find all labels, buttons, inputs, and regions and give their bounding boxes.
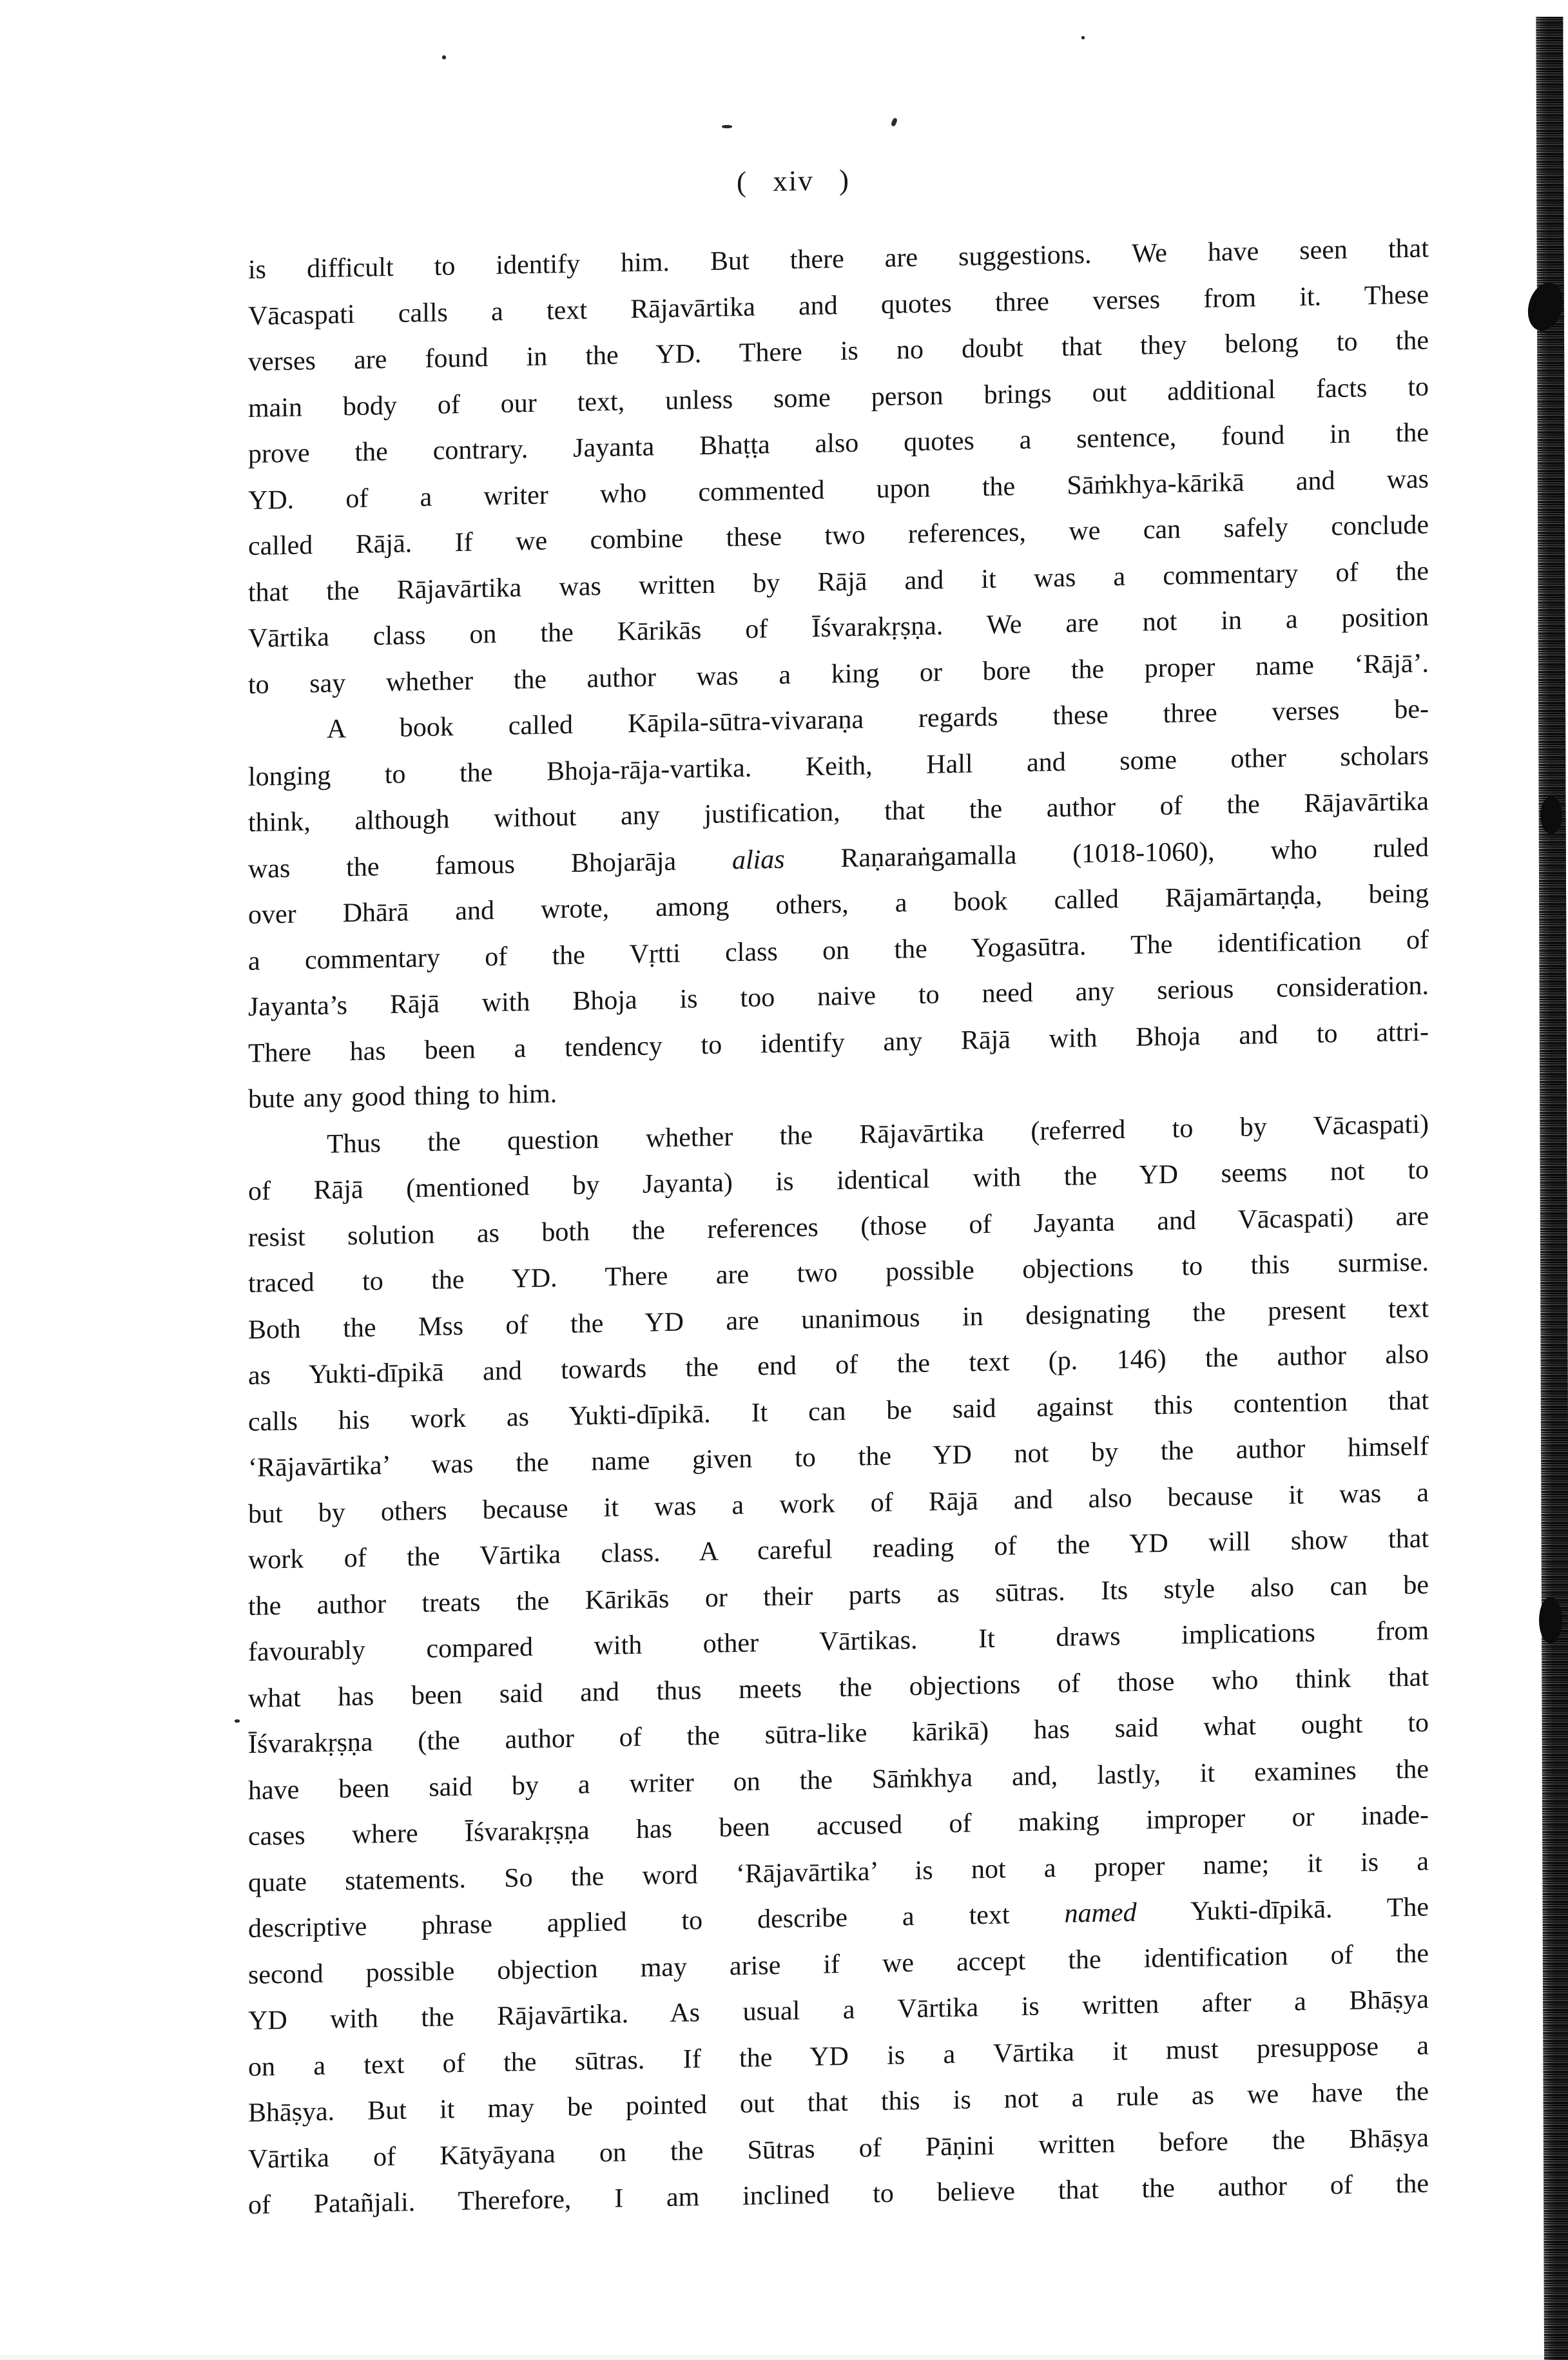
text-line: what has been said and thus meets the objections of those who think that (248, 1661, 1429, 1714)
book-edge-shadow (1536, 17, 1568, 2360)
scan-ink-blob (1539, 1597, 1562, 1643)
text-line: called Rājā. If we combine these two references, we can safely conclude (248, 510, 1429, 561)
text-line: A book called Kāpila-sūtra-vivaraṇa regards these three verses be- (327, 694, 1429, 744)
text-line: Īśvarakṛṣṇa (the author of the sūtra-like kārikā) has said what ought to (248, 1708, 1429, 1759)
scan-ink-blob (1540, 797, 1562, 834)
text-line: resist solution as both the references (those of Jayanta and Vācaspati) are (248, 1201, 1429, 1253)
text-line: is difficult to identify him. But there are suggestions. We have seen that (248, 233, 1429, 285)
text-line: descriptive phrase applied to describe a text named Yukti-dīpikā. The (248, 1892, 1429, 1944)
text-line: longing to the Bhoja-rāja-vartika. Keith, Hall and some other scholars (248, 740, 1429, 792)
text-line: to say whether the author was a king or bore the proper name ‘Rājā’. (248, 648, 1429, 700)
text-line: over Dhārā and wrote, among others, a book called Rājamārtaṇḍa, being (248, 878, 1429, 930)
text-line: cases where Īśvarakṛṣṇa has been accused of making improper or inade- (248, 1800, 1429, 1852)
text-line: quate statements. So the word ‘Rājavārtika’ is not a proper name; it is a (248, 1846, 1429, 1898)
scan-speck (235, 1719, 240, 1723)
scan-speck (891, 117, 898, 127)
text-line: YD. of a writer who commented upon the Sāṁkhya-kārikā and was (248, 463, 1429, 516)
text-line: prove the contrary. Jayanta Bhaṭṭa also quotes a sentence, found in the (248, 418, 1429, 469)
text-line: on a text of the sūtras. If the YD is a Vārtika it must presuppose a (248, 2030, 1429, 2082)
text-line: but by others because it was a work of Rājā and also because it was a (248, 1477, 1429, 1529)
text-line: favourably compared with other Vārtikas. It draws implications from (248, 1616, 1429, 1667)
text-line: calls his work as Yukti-dīpikā. It can be said against this contention that (248, 1385, 1429, 1437)
text-line: Vārtika class on the Kārikās of Īśvarakṛṣṇa. We are not in a position (248, 602, 1429, 653)
text-line: verses are found in the YD. There is no doubt that they belong to the (248, 325, 1429, 377)
text-line: Thus the question whether the Rājavārtika (referred to by Vācaspati) (327, 1108, 1429, 1159)
scan-speck (1081, 36, 1085, 39)
text-line: was the famous Bhojarāja alias Raṇaraṅgamalla (1018-1060), who ruled (248, 832, 1429, 884)
page-number: ( xiv ) (737, 163, 850, 198)
text-line: bute any good thing to him. (248, 1079, 557, 1114)
page-body (248, 226, 1429, 2229)
text-line: a commentary of the Vṛtti class on the Yogasūtra. The identification of (248, 924, 1429, 976)
text-line: Bhāṣya. But it may be pointed out that this is not a rule as we have the (248, 2076, 1429, 2128)
scan-speck (442, 55, 446, 59)
text-line: ‘Rājavārtika’ was the name given to the YD not by the author himself (248, 1431, 1429, 1483)
text-line: think, although without any justification, that the author of the Rājavārtika (248, 786, 1429, 838)
text-line: YD with the Rājavārtika. As usual a Vārtika is written after a Bhāṣya (248, 1984, 1429, 2036)
text-line: main body of our text, unless some person brings out additional facts to (248, 371, 1429, 423)
text-line: traced to the YD. There are two possible objections to this surmise. (248, 1247, 1429, 1299)
text-line: of Patañjali. Therefore, I am inclined to believe that the author of the (248, 2169, 1429, 2220)
text-line: have been said by a writer on the Sāṁkhya and, lastly, it examines the (248, 1754, 1429, 1806)
text-line: There has been a tendency to identify any Rājā with Bhoja and to attri- (248, 1016, 1429, 1069)
page-content (248, 139, 1429, 2229)
text-line: Both the Mss of the YD are unanimous in designating the present text (248, 1293, 1429, 1345)
text-line: work of the Vārtika class. A careful reading of the YD will show that (248, 1523, 1429, 1575)
text-line: Vācaspati calls a text Rājavārtika and quotes three verses from it. These (248, 279, 1429, 331)
text-line: Vārtika of Kātyāyana on the Sūtras of Pāṇini written before the Bhāṣya (248, 2122, 1429, 2174)
text-line: as Yukti-dīpikā and towards the end of the text (p. 146) the author also (248, 1339, 1429, 1391)
text-line: the author treats the Kārikās or their parts as sūtras. Its style also can be (248, 1569, 1429, 1621)
scan-speck (722, 125, 732, 128)
text-line: that the Rājavārtika was written by Rājā and it was a commentary of the (248, 556, 1429, 608)
text-line: second possible objection may arise if we accept the identification of the (248, 1938, 1429, 1990)
text-line: Jayanta’s Rājā with Bhoja is too naive to need any serious consideration. (248, 971, 1429, 1022)
text-line: of Rājā (mentioned by Jayanta) is identical with the YD seems not to (248, 1155, 1429, 1206)
